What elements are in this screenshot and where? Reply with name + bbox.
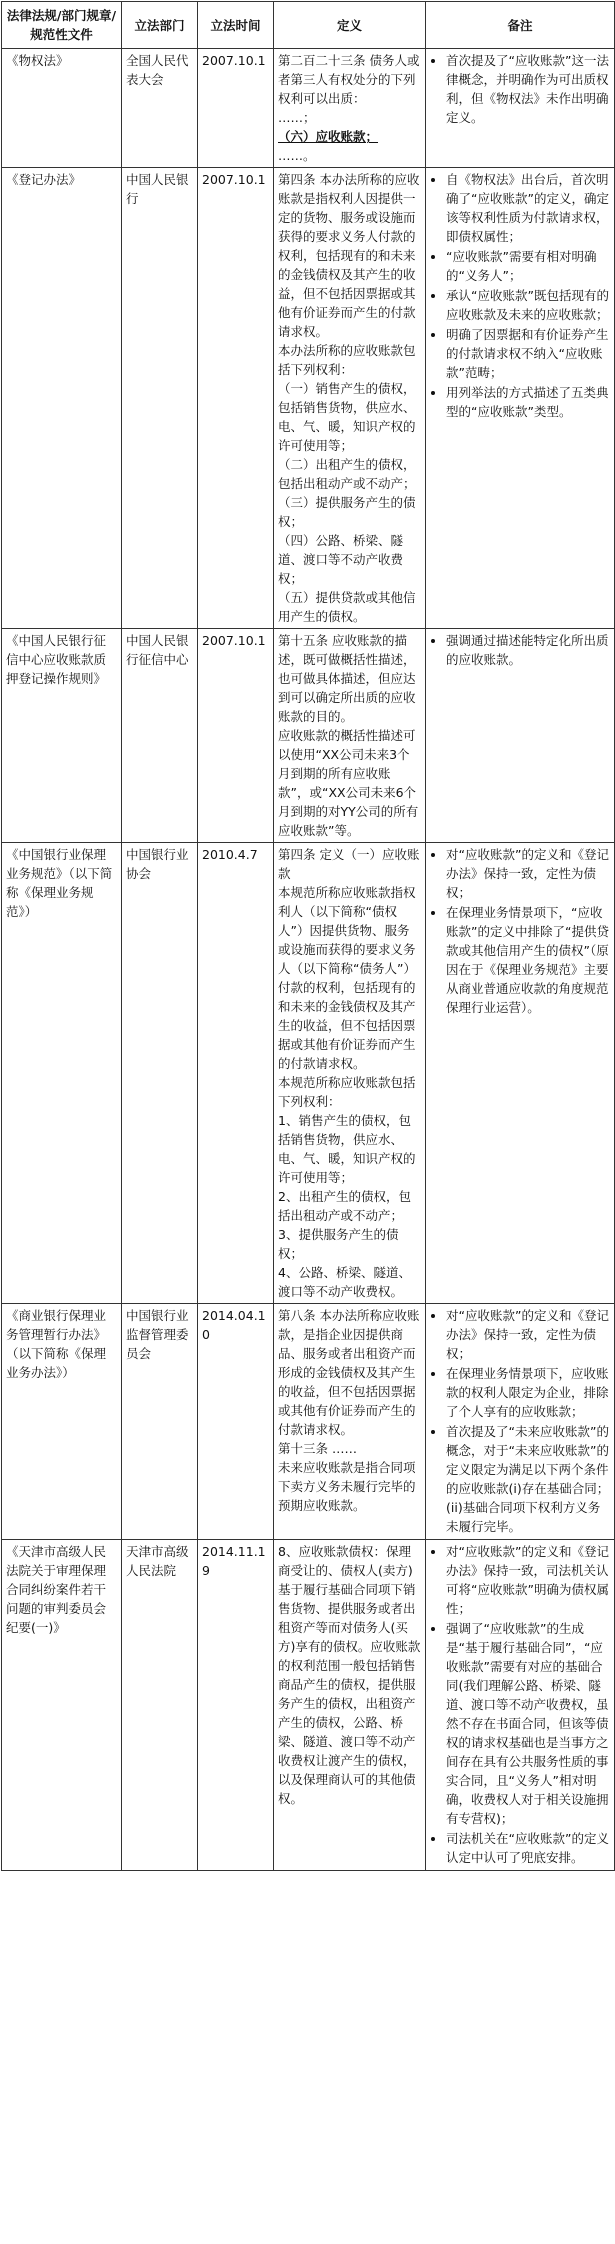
definition-line: 3、提供服务产生的债权； — [278, 1227, 399, 1261]
dept-cell: 中国银行业监督管理委员会 — [122, 1304, 198, 1540]
definition-line: 1、销售产生的债权，包括销售货物，供应水、电、气、暖，知识产权的许可使用等； — [278, 1113, 416, 1185]
notes-cell — [426, 843, 615, 1304]
table-row — [2, 49, 615, 168]
header-dept: 立法部门 — [122, 2, 198, 49]
law-name-cell: 《中国人民银行征信中心应收账款质押登记操作规则》 — [2, 629, 122, 843]
definition-line: 第十三条 …… — [278, 1441, 357, 1456]
definition-line: 应收账款的概括性描述可以使用“XX公司未来3个月到期的所有应收账款”，或“XX公司未来6个月到期的对YY公司的所有应收账款”等。 — [278, 728, 419, 838]
dept-cell: 天津市高级人民法院 — [122, 1540, 198, 1871]
note-item: • 首次提及了“未来应收账款”的概念，对于“未来应收账款”的定义限定为满足以下两个条件的应收账款(i)存在基础合同；(ii)基础合同项下权利方义务未履行完毕。 — [446, 1422, 610, 1536]
definition-cell — [274, 843, 426, 1304]
definition-line: （五）提供贷款或其他信用产生的债权。 — [278, 590, 416, 624]
definition-cell — [274, 168, 426, 629]
definition-line: 未来应收账款是指合同项下卖方义务未履行完毕的预期应收账款。 — [278, 1460, 416, 1513]
table-row — [2, 168, 615, 629]
definition-line: （六）应收账款； — [278, 129, 379, 144]
definition-line: 第十五条 应收账款的描述，既可做概括性描述，也可做具体描述，但应达到可以确定所出质的应收账款的目的。 — [278, 633, 416, 724]
notes-cell — [426, 1540, 615, 1871]
definition-line: 第二百二十三条 债务人或者第三人有权处分的下列权利可以出质： — [278, 53, 420, 106]
dept-cell: 全国人民代表大会 — [122, 49, 198, 168]
dept-cell: 中国银行业协会 — [122, 843, 198, 1304]
definition-line: 第四条 本办法所称的应收账款是指权利人因提供一定的货物、服务或设施而获得的要求义务人付款的权利，包括现有的和未来的金钱债权及其产生的收益，但不包括因票据或其他有价证券而产生的付款请求权。 — [278, 172, 420, 339]
table-row — [2, 629, 615, 843]
definition-line: （二）出租产生的债权，包括出租动产或不动产； — [278, 457, 416, 491]
definition-line: 第四条 定义（一）应收账款 — [278, 847, 420, 881]
date-cell: 2007.10.1 — [198, 49, 274, 168]
notes-cell — [426, 168, 615, 629]
definition-line: ……； — [278, 110, 316, 125]
table-row — [2, 843, 615, 1304]
definition-line: 本办法所称的应收账款包括下列权利： — [278, 343, 416, 377]
table-row — [2, 1540, 615, 1871]
table-body — [2, 49, 615, 1871]
law-name-cell: 《登记办法》 — [2, 168, 122, 629]
definition-line: 4、公路、桥梁、隧道、渡口等不动产收费权。 — [278, 1265, 411, 1299]
notes-list — [430, 1306, 610, 1536]
date-cell: 2007.10.1 — [198, 168, 274, 629]
definition-line: 8、应收账款债权：保理商受让的、债权人(卖方)基于履行基础合同项下销售货物、提供服务或者出租资产等而对债务人(买方)享有的债权。应收账款的权利范围一般包括销售商品产生的债权，提供服务产生的债权，出租资产产生的债权，公路、桥梁、隧道、渡口等不动产收费权让渡产生的债权，以及保理商认可的其他债权。 — [278, 1544, 421, 1806]
note-item: • 对“应收账款”的定义和《登记办法》保持一致，司法机关认可将“应收账款”明确为债权属性； — [446, 1542, 610, 1618]
note-item: • 承认“应收账款”既包括现有的应收账款及未来的应收账款； — [446, 286, 610, 324]
definition-line: （四）公路、桥梁、隧道、渡口等不动产收费权； — [278, 533, 404, 586]
note-item: • 用列举法的方式描述了五类典型的“应收账款”类型。 — [446, 383, 610, 421]
definition-cell — [274, 1304, 426, 1540]
header-law: 法律法规/部门规章/规范性文件 — [2, 2, 122, 49]
date-cell: 2007.10.1 — [198, 629, 274, 843]
header-row — [2, 2, 615, 49]
note-item: • 在保理业务情景项下，应收账款的权利人限定为企业，排除了个人享有的应收账款； — [446, 1364, 610, 1421]
law-name-cell: 《物权法》 — [2, 49, 122, 168]
law-name-cell: 《天津市高级人民法院关于审理保理合同纠纷案件若干问题的审判委员会纪要(一)》 — [2, 1540, 122, 1871]
notes-cell — [426, 49, 615, 168]
note-item: • 司法机关在“应收账款”的定义认定中认可了兜底安排。 — [446, 1829, 610, 1867]
notes-list — [430, 631, 610, 669]
law-name-cell: 《中国银行业保理业务规范》（以下简称《保理业务规范》） — [2, 843, 122, 1304]
dept-cell: 中国人民银行 — [122, 168, 198, 629]
definition-line: 第八条 本办法所称应收账款，是指企业因提供商品、服务或者出租资产而形成的金钱债权及其产生的收益，但不包括因票据或其他有价证券而产生的付款请求权。 — [278, 1308, 420, 1437]
definition-line: 本规范所称应收账款包括下列权利： — [278, 1075, 416, 1109]
definition-cell — [274, 49, 426, 168]
date-cell: 2010.4.7 — [198, 843, 274, 1304]
definition-line: 本规范所称应收账款指权利人（以下简称“债权人”）因提供货物、服务或设施而获得的要求义务人（以下简称“债务人”）付款的权利，包括现有的和未来的金钱债权及其产生的收益，但不包括因票据或其他有价证券而产生的付款请求权。 — [278, 885, 416, 1071]
date-cell: 2014.04.10 — [198, 1304, 274, 1540]
definition-cell — [274, 1540, 426, 1871]
notes-list — [430, 845, 610, 1017]
definition-line: （三）提供服务产生的债权； — [278, 495, 416, 529]
definition-cell — [274, 629, 426, 843]
definition-line: 2、出租产生的债权，包括出租动产或不动产； — [278, 1189, 411, 1223]
note-item: • 对“应收账款”的定义和《登记办法》保持一致，定性为债权； — [446, 1306, 610, 1363]
notes-list — [430, 51, 610, 127]
header-notes: 备注 — [426, 2, 615, 49]
note-item: • “应收账款”需要有相对明确的“义务人”； — [446, 247, 610, 285]
header-definition: 定义 — [274, 2, 426, 49]
note-item: • 明确了因票据和有价证券产生的付款请求权不纳入“应收账款”范畴； — [446, 325, 610, 382]
notes-list — [430, 1542, 610, 1867]
note-item: • 首次提及了“应收账款”这一法律概念，并明确作为可出质权利，但《物权法》未作出明确定义。 — [446, 51, 610, 127]
note-item: • 在保理业务情景项下，“应收账款”的定义中排除了“提供贷款或其他信用产生的债权”（原因在于《保理业务规范》主要从商业普通应收款的角度规范保理行业运营）。 — [446, 903, 610, 1017]
note-item: • 强调通过描述能特定化所出质的应收账款。 — [446, 631, 610, 669]
notes-list — [430, 170, 610, 421]
header-date: 立法时间 — [198, 2, 274, 49]
notes-cell — [426, 1304, 615, 1540]
definition-line: （一）销售产生的债权，包括销售货物，供应水、电、气、暖，知识产权的许可使用等； — [278, 381, 416, 453]
notes-cell — [426, 629, 615, 843]
date-cell: 2014.11.19 — [198, 1540, 274, 1871]
note-item: • 对“应收账款”的定义和《登记办法》保持一致，定性为债权； — [446, 845, 610, 902]
law-name-cell: 《商业银行保理业务管理暂行办法》（以下简称《保理业务办法》） — [2, 1304, 122, 1540]
table-row — [2, 1304, 615, 1540]
legal-definitions-table — [1, 1, 615, 1871]
dept-cell: 中国人民银行征信中心 — [122, 629, 198, 843]
note-item: • 强调了“应收账款”的生成是“基于履行基础合同”，“应收账款”需要有对应的基础合同(我们理解公路、桥梁、隧道、渡口等不动产收费权，虽然不存在书面合同，但该等债权的请求权基础也是当事方之间存在具有公共服务性质的事实合同，且“义务人”相对明确，收费权人对于相关设施拥有专营权)； — [446, 1619, 610, 1828]
definition-line: ……。 — [278, 148, 316, 163]
note-item: • 自《物权法》出台后，首次明确了“应收账款”的定义，确定该等权利性质为付款请求权，即债权属性； — [446, 170, 610, 246]
